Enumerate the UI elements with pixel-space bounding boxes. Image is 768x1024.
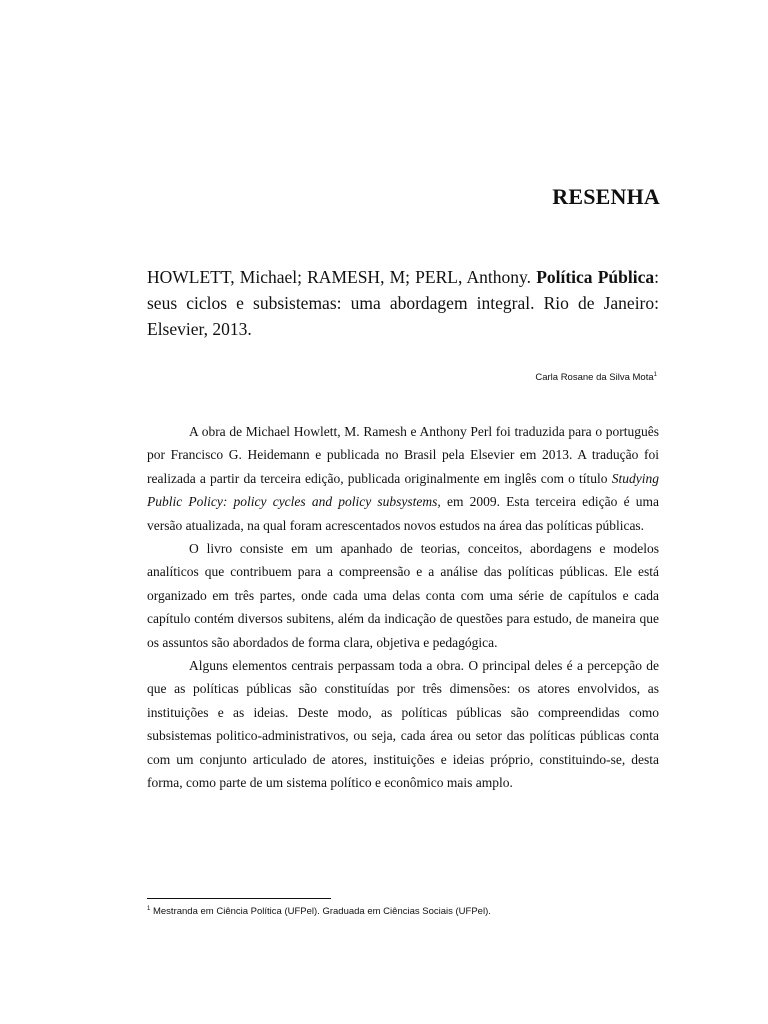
citation-title: Política Pública xyxy=(536,267,655,287)
footnote-text: Mestranda em Ciência Política (UFPel). Graduada em Ciências Sociais (UFPel). xyxy=(150,906,491,918)
citation-subtitle: : seus ciclos e subsistemas: uma abordagem integral xyxy=(147,267,659,313)
paragraph-1 xyxy=(147,420,659,537)
review-body xyxy=(147,420,659,795)
citation-authors: HOWLETT, Michael; RAMESH, M; PERL, Anthony. xyxy=(147,267,537,287)
paragraph-1-text-end: em 2009. Esta terceira edição é uma versão atualizada, na qual foram acrescentados novos estudos na área das políticas públicas. xyxy=(147,494,659,533)
review-author xyxy=(535,372,657,383)
paragraph-2: O livro consiste em um apanhado de teorias, conceitos, abordagens e modelos analíticos que contribuem para a compreensão e a análise das políticas públicas. Ele está organizado em três partes, onde cada uma delas conta com uma série de capítulos e cada capítulo contém diversos subitens, além da indicação de questões para estudo, de maneira que os assuntos são abordados de forma clara, objetiva e pedagógica. xyxy=(147,541,659,650)
paragraph-3: Alguns elementos centrais perpassam toda a obra. O principal deles é a percepção de que as políticas públicas são constituídas por três dimensões: os atores envolvidos, as instituições e as ideias. Deste modo, as políticas públicas são compreendidas como subsistemas politico-administrativos, ou seja, cada área ou setor das políticas públicas conta com um conjunto articulado de atores, instituições e ideias próprio, constituindo-se, desta forma, como parte de um sistema político e econômico mais amplo. xyxy=(147,658,659,791)
footnote-marker: 1 xyxy=(147,906,151,912)
footnote-divider xyxy=(147,898,331,899)
author-name: Carla Rosane da Silva Mota xyxy=(535,372,654,384)
original-title-italic: Studying Public Policy: policy cycles and policy subsystems, xyxy=(147,470,659,510)
page-heading: RESENHA xyxy=(552,184,660,209)
book-citation xyxy=(147,264,659,342)
author-footnote-marker: 1 xyxy=(653,372,657,378)
paragraph-1-text-start: A obra de Michael Howlett, M. Ramesh e Anthony Perl foi traduzida para o português por Francisco G. Heidemann e publicada no Brasil pela Elsevier em 2013. A tradução foi realizada a partir da terceira edição, publicada originalmente em inglês com o título xyxy=(147,424,659,486)
citation-publisher: . Rio de Janeiro: Elsevier, 2013. xyxy=(147,293,659,339)
footnote xyxy=(147,906,491,917)
